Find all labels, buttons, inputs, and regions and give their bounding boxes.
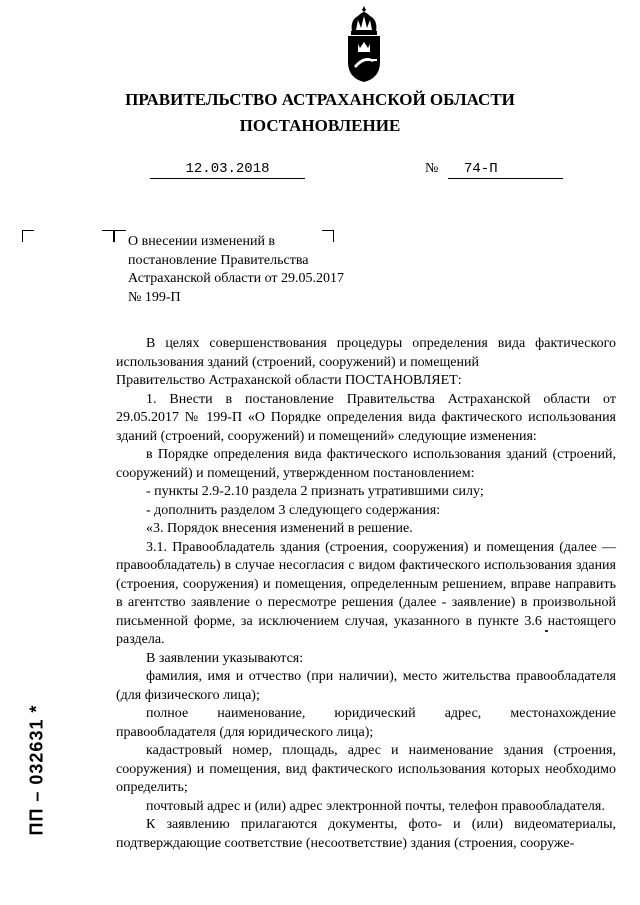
side-code-area (22, 690, 52, 850)
body-paragraph: в Порядке определения вида фактического использования зданий (строений, сооружений) и помещений, утвержденном постановлением: (116, 447, 616, 481)
document-date: 12.03.2018 (150, 160, 305, 179)
body-paragraph: - пункты 2.9-2.10 раздела 2 признать утратившими силу; (146, 484, 484, 499)
corner-bracket-icon (102, 230, 114, 242)
corner-bracket-icon (114, 230, 126, 242)
document-subject: О внесении изменений в постановление Правительства Астраханской области от 29.05.2017 № 199-П (128, 234, 345, 305)
scan-mark (545, 630, 548, 632)
body-paragraph: 1. Внести в постановление Правительства Астраханской области от 29.05.2017 № 199-П «О Порядке определения вида фактического использования зданий (строений, сооружений) и помещений» следующие изменения: (116, 391, 616, 444)
document-number: 74-П (448, 160, 563, 179)
document-body (116, 335, 616, 853)
body-paragraph: Правительство Астраханской области ПОСТАНОВЛЯЕТ: (116, 373, 462, 388)
body-paragraph: фамилия, имя и отчество (при наличии), место жительства правообладателя (для физического лица); (116, 669, 616, 703)
number-sign: № (425, 161, 439, 176)
government-title: ПРАВИТЕЛЬСТВО АСТРАХАНСКОЙ ОБЛАСТИ (125, 90, 515, 109)
body-paragraph: В заявлении указываются: (146, 650, 304, 666)
coat-of-arms-icon (340, 4, 388, 84)
corner-bracket-icon (22, 230, 34, 242)
body-paragraph: кадастровый номер, площадь, адрес и наименование здания (строения, сооружения) и помещения, вид фактического использования которых необходимо определить; (116, 743, 616, 795)
body-paragraph: В целях совершенствования процедуры определения вида фактического использования зданий (строений, сооружений) и помещений (116, 336, 616, 370)
body-paragraph: полное наименование, юридический адрес, местонахождение правообладателя (для юридического лица); (116, 706, 616, 740)
body-paragraph: «3. Порядок внесения изменений в решение. (146, 521, 413, 536)
body-paragraph: К заявлению прилагаются документы, фото- и (или) видеоматериалы, подтверждающие соответствие (несоответствие) здания (строения, сооруже- (116, 817, 616, 851)
body-paragraph: 3.1. Правообладатель здания (строения, сооружения) и помещения (далее — правообладатель) в случае несогласия с видом фактического использования здания (строения, сооружения) и помещения, определенным решением, вправе направить в агентство заявление о пересмотре решения (далее - заявление) в произвольной письменной форме, за исключением случая, указанного в пункте 3.6 настоящего раздела. (116, 539, 616, 647)
side-registration-code: ПП – 032631 * (26, 704, 47, 836)
document-type: ПОСТАНОВЛЕНИЕ (239, 116, 401, 135)
body-paragraph: - дополнить разделом 3 следующего содержания: (146, 502, 441, 518)
body-paragraph: почтовый адрес и (или) адрес электронной почты, телефон правообладателя. (146, 798, 605, 814)
